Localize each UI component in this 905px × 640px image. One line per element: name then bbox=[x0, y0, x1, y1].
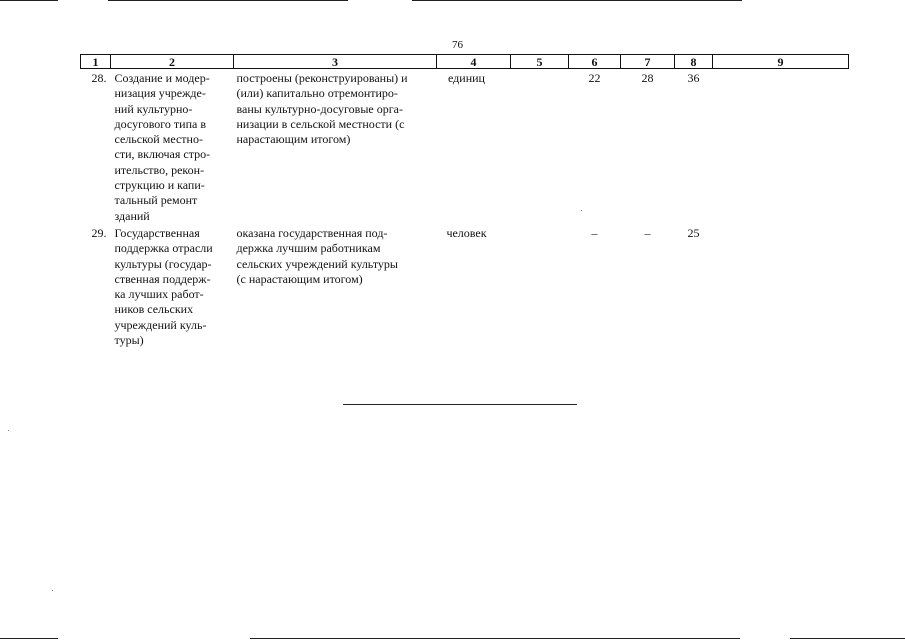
scan-edge-bottom-right bbox=[790, 638, 905, 639]
row-col6-value: 22 bbox=[588, 71, 601, 85]
row-name-line: туры) bbox=[114, 333, 144, 348]
column-header: 5 bbox=[511, 55, 569, 69]
row-name-line: струкцию и капи- bbox=[114, 178, 205, 193]
row-indicator-line: (с нарастающим итогом) bbox=[236, 271, 363, 286]
row-col9-value bbox=[713, 224, 849, 348]
row-name-line: ительство, рекон- bbox=[114, 162, 205, 177]
row-name-line: ников сельских bbox=[114, 302, 194, 317]
row-col8-value: 36 bbox=[687, 71, 700, 85]
row-col8-value: 25 bbox=[687, 226, 700, 240]
row-indicator-line: низации в сельской местности (с bbox=[236, 116, 405, 131]
column-header: 3 bbox=[234, 55, 437, 69]
row-indicator-line: нарастающим итогом) bbox=[236, 132, 351, 147]
table-row bbox=[81, 224, 849, 348]
row-indicator-line: сельских учреждений культуры bbox=[236, 256, 398, 271]
row-name-line: Создание и модер- bbox=[114, 71, 210, 85]
row-indicator-line: держка лучшим работникам bbox=[236, 241, 381, 256]
row-name-line: тальный ремонт bbox=[114, 193, 198, 208]
scan-edge-top-right bbox=[412, 0, 742, 1]
row-name-line: низация учрежде- bbox=[114, 86, 206, 101]
scan-edge-bottom-left bbox=[0, 638, 58, 639]
scan-edge-top-center bbox=[108, 0, 348, 1]
column-header: 9 bbox=[713, 55, 849, 69]
row-name-line: сти, включая стро- bbox=[114, 147, 211, 162]
row-name-line: Государственная bbox=[114, 226, 200, 240]
row-unit: человек bbox=[446, 226, 487, 240]
row-col9-value bbox=[713, 69, 849, 225]
row-name-line: культуры (государ- bbox=[114, 256, 212, 271]
scan-edge-top-left bbox=[0, 0, 58, 1]
column-header: 2 bbox=[111, 55, 234, 69]
row-col7-value: – bbox=[644, 226, 651, 240]
row-name-line: зданий bbox=[114, 208, 150, 223]
row-name-line: поддержка отрасли bbox=[114, 241, 213, 256]
row-name-line: учреждений куль- bbox=[114, 317, 207, 332]
column-header: 4 bbox=[437, 55, 511, 69]
row-number: 29. bbox=[91, 226, 107, 240]
page-number: 76 bbox=[452, 39, 463, 51]
row-indicator bbox=[234, 224, 437, 348]
row-unit: единиц bbox=[448, 71, 485, 85]
row-name-line: ний культурно- bbox=[114, 101, 193, 116]
scan-speck bbox=[8, 430, 9, 431]
row-name-line: досугового типа в bbox=[114, 116, 206, 131]
row-indicator-line: (или) капитально отремонтиро- bbox=[236, 86, 398, 101]
row-name-line: ка лучших работ- bbox=[114, 287, 204, 302]
column-header: 6 bbox=[569, 55, 621, 69]
column-header: 7 bbox=[621, 55, 675, 69]
row-number: 28. bbox=[91, 71, 107, 85]
row-name-line: сельской местно- bbox=[114, 132, 203, 147]
row-name-line: ственная поддерж- bbox=[114, 271, 211, 286]
table-row bbox=[81, 69, 849, 225]
column-header: 1 bbox=[81, 55, 111, 69]
row-indicator-line: ваны культурно-досуговые орга- bbox=[236, 101, 403, 116]
scan-edge-bottom-center bbox=[250, 638, 740, 639]
row-col5-value bbox=[511, 69, 569, 225]
row-col5-value bbox=[511, 224, 569, 348]
row-indicator-line: оказана государственная под- bbox=[236, 226, 388, 240]
table-header-row bbox=[81, 55, 849, 69]
column-header: 8 bbox=[675, 55, 713, 69]
row-name bbox=[111, 69, 234, 225]
indicator-table bbox=[80, 54, 849, 348]
end-separator-line bbox=[343, 404, 577, 405]
row-col6-value: – bbox=[591, 226, 598, 240]
row-indicator-line: построены (реконструированы) и bbox=[236, 71, 408, 85]
scan-speck bbox=[52, 590, 53, 591]
row-indicator bbox=[234, 69, 437, 225]
row-name bbox=[111, 224, 234, 348]
row-col7-value: 28 bbox=[641, 71, 654, 85]
